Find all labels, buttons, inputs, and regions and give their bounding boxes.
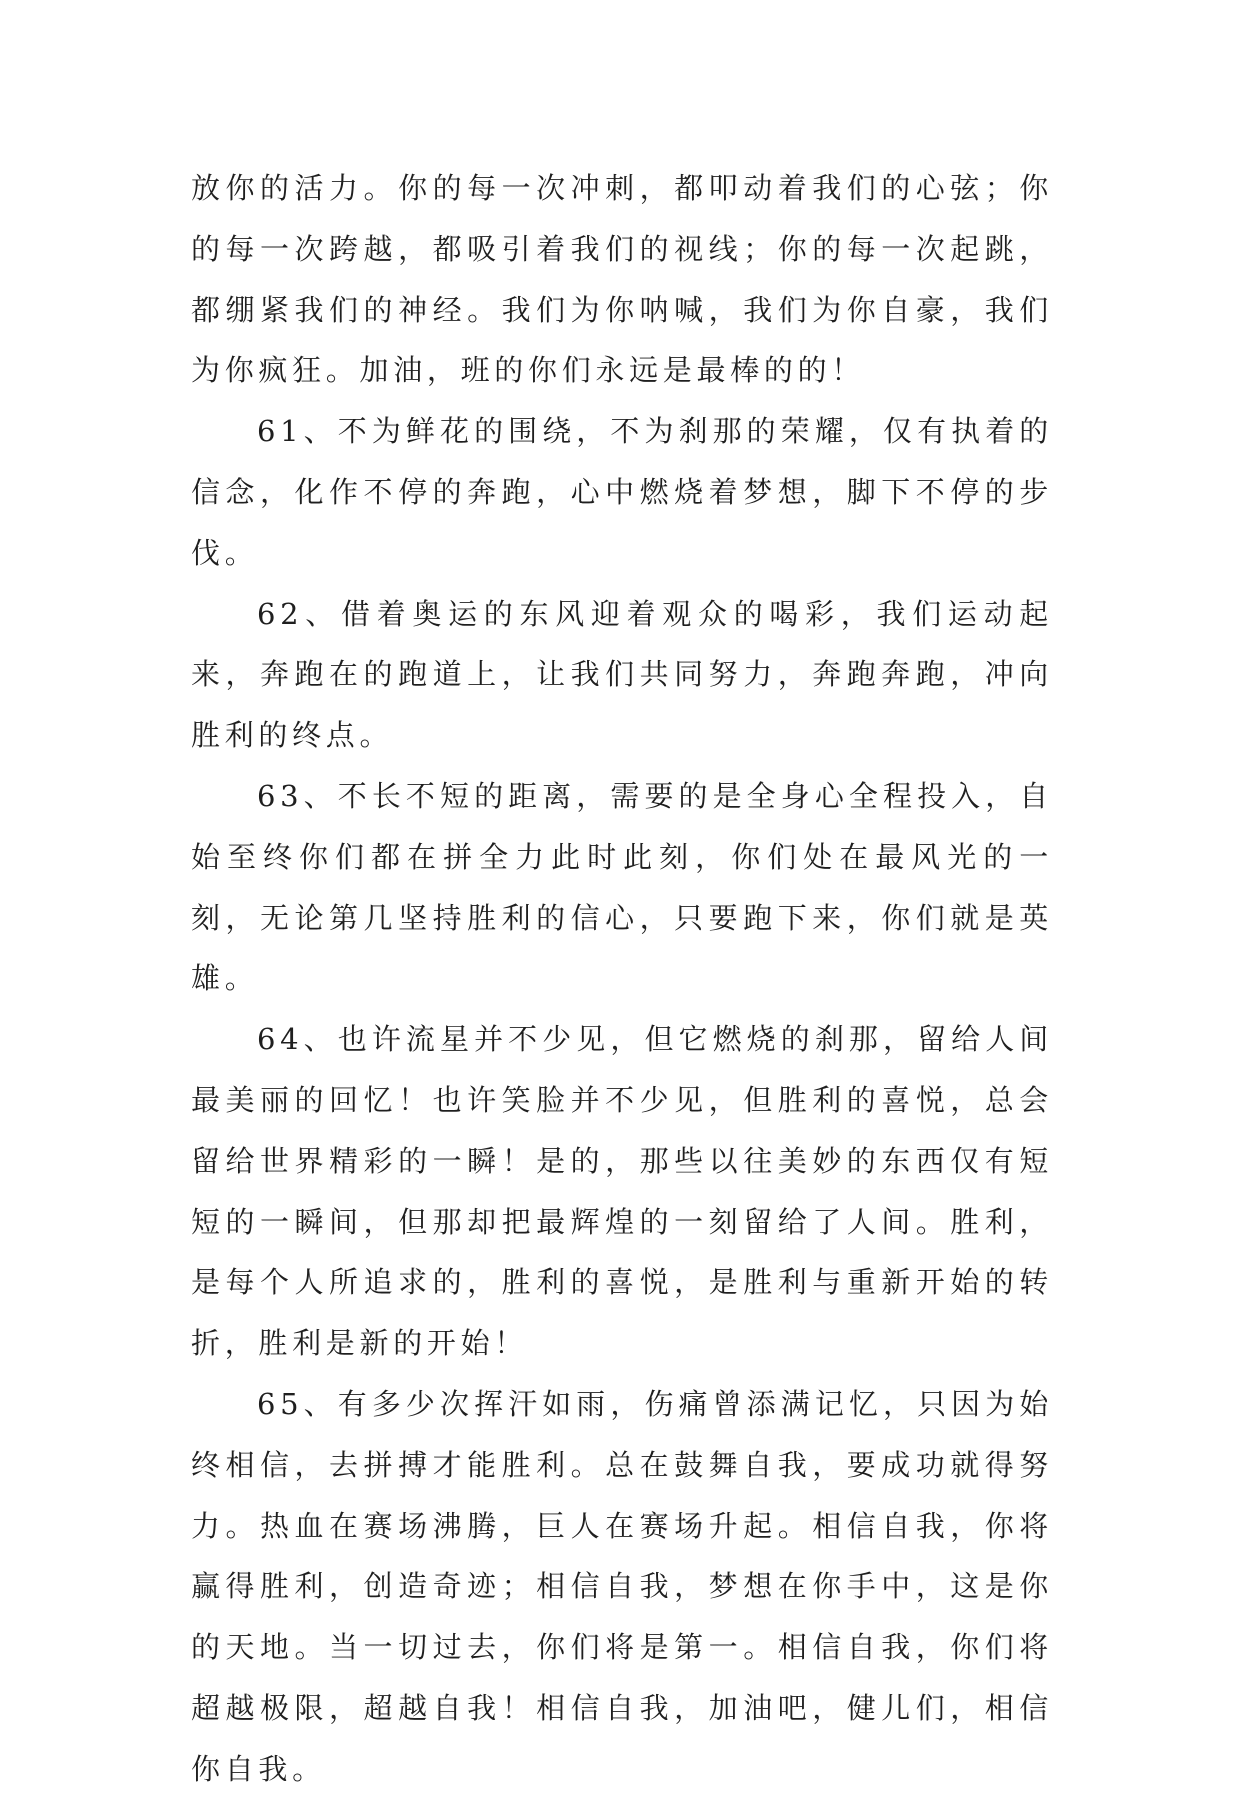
paragraph-64: 64、也许流星并不少见，但它燃烧的刹那，留给人间最美丽的回忆！也许笑脸并不少见，但胜利的喜悦，总会留给世界精彩的一瞬！是的，那些以往美妙的东西仅有短短的一瞬间，但那却把最辉煌的一刻留给了人间。胜利，是每个人所追求的，胜利的喜悦，是胜利与重新开始的转折，胜利是新的开始！: [191, 1022, 1053, 1361]
document-body: [191, 158, 1053, 1800]
paragraph-62: 62、借着奥运的东风迎着观众的喝彩，我们运动起来，奔跑在的跑道上，让我们共同努力，奔跑奔跑，冲向胜利的终点。: [191, 596, 1053, 753]
paragraph-60-continued: 放你的活力。你的每一次冲刺，都叩动着我们的心弦；你的每一次跨越，都吸引着我们的视线；你的每一次起跳，都绷紧我们的神经。我们为你呐喊，我们为你自豪，我们为你疯狂。加油，班的你们永远是最棒的的！: [191, 171, 1053, 388]
paragraph-63: 63、不长不短的距离，需要的是全身心全程投入，自始至终你们都在拼全力此时此刻，你们处在最风光的一刻，无论第几坚持胜利的信心，只要跑下来，你们就是英雄。: [191, 778, 1053, 996]
paragraph-61: 61、不为鲜花的围绕，不为刹那的荣耀，仅有执着的信念，化作不停的奔跑，心中燃烧着梦想，脚下不停的步伐。: [191, 414, 1053, 570]
paragraph-65: 65、有多少次挥汗如雨，伤痛曾添满记忆，只因为始终相信，去拼搏才能胜利。总在鼓舞自我，要成功就得努力。热血在赛场沸腾，巨人在赛场升起。相信自我，你将赢得胜利，创造奇迹；相信自我，梦想在你手中，这是你的天地。当一切过去，你们将是第一。相信自我，你们将超越极限，超越自我！相信自我，加油吧，健儿们，相信你自我。: [191, 1386, 1053, 1786]
